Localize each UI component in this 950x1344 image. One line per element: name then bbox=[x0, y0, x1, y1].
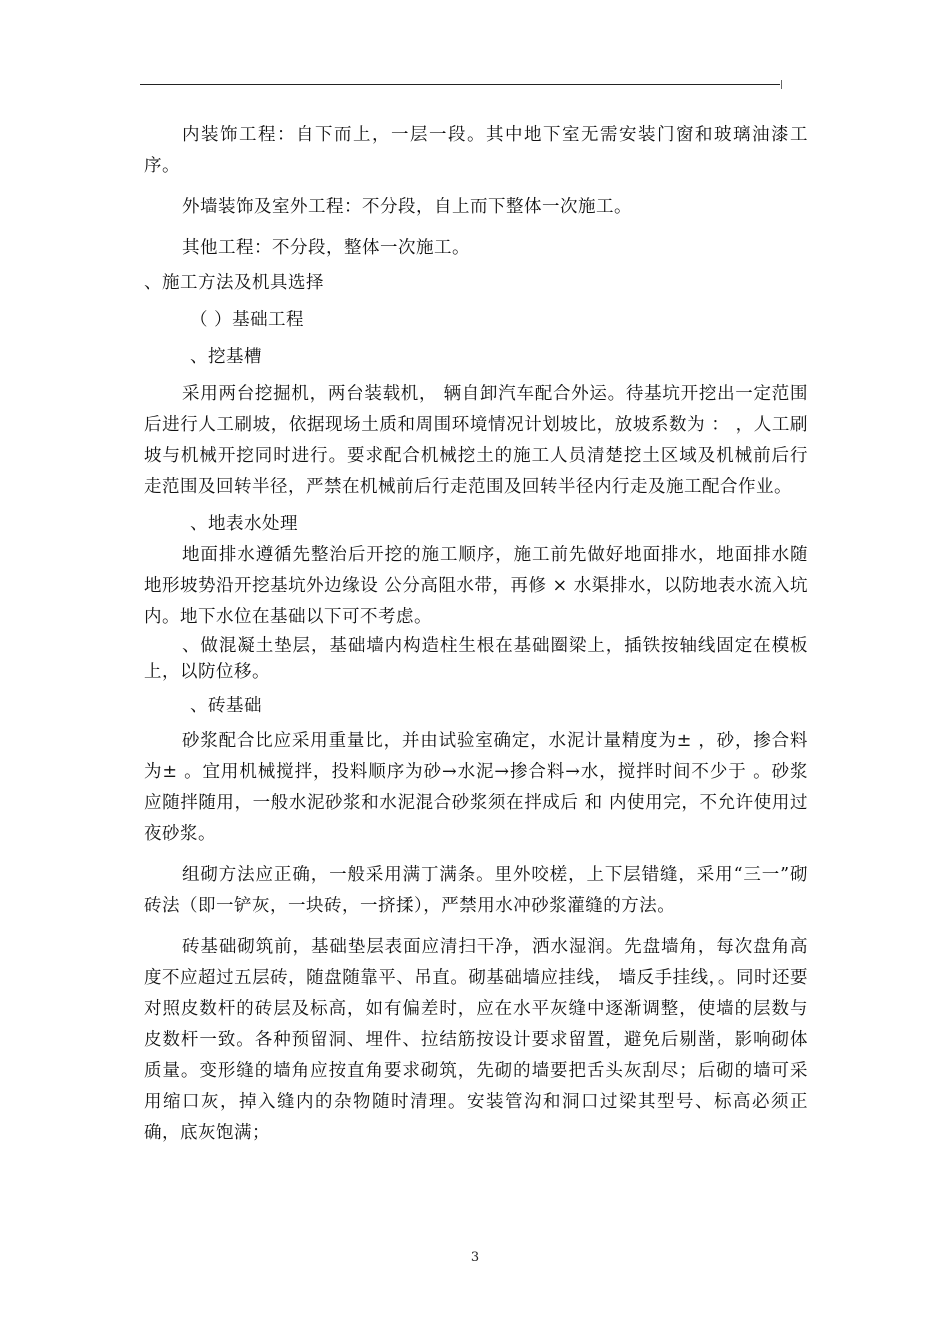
paragraph-brick-foundation-laying: 砖基础砌筑前，基础垫层表面应清扫干净，洒水湿润。先盘墙角，每次盘角高度不应超过五层砖，随盘随靠平、吊直。砌基础墙应挂线， 墙反手挂线，。同时还要对照皮数杆的砖层及标高，如有偏差时，应在水平灰缝中逐渐调整，使墙的层数与皮数杆一致。各种预留洞、埋件、拉结筋按设计要求留置，避免后剔凿，影响砌体质量。变形缝的墙角应按直角要求砌筑，先砌的墙要把舌头灰刮尽；后砌的墙可采用缩口灰，掉入缝内的杂物随时清理。安装管沟和洞口过梁其型号、标高必须正确，底灰饱满； bbox=[144, 937, 808, 1143]
paragraph-concrete-cushion: 、做混凝土垫层，基础墙内构造柱生根在基础圈梁上，插铁按轴线固定在模板上，以防位移。 bbox=[144, 636, 808, 682]
paragraph-exterior-decoration: 外墙装饰及室外工程：不分段，自上而下整体一次施工。 bbox=[182, 197, 632, 217]
paragraph-excavation: 采用两台挖掘机，两台装载机， 辆自卸汽车配合外运。待基坑开挖出一定范围后进行人工刷坡，依据现场土质和周围环境情况计划坡比，放坡系数为 ： ，人工刷坡与机械开挖同时进行。要求配合机械挖土的施工人员清楚挖土区域及机械前后行走范围及回转半径，严禁在机械前后行走范围及回转半径内行走及施工配合作业。 bbox=[144, 384, 808, 497]
paragraph-other-works: 其他工程：不分段，整体一次施工。 bbox=[182, 238, 470, 258]
header-rule-tick bbox=[781, 80, 782, 89]
page-number: 3 bbox=[470, 1250, 480, 1265]
paragraph-surface-water: 地面排水遵循先整治后开挖的施工顺序，施工前先做好地面排水，地面排水随地形坡势沿开挖基坑外边缘设 公分高阻水带，再修 × 水渠排水，以防地表水流入坑内。地下水位在基础以下可不考虑。 bbox=[144, 545, 808, 627]
heading-excavation: 、挖基槽 bbox=[190, 347, 262, 367]
heading-surface-water: 、地表水处理 bbox=[190, 514, 298, 534]
header-rule bbox=[140, 84, 780, 85]
heading-construction-methods: 、施工方法及机具选择 bbox=[144, 273, 324, 293]
paragraph-bricklaying-method: 组砌方法应正确，一般采用满丁满条。里外咬槎，上下层错缝，采用“三一”砌砖法（即一铲灰，一块砖，一挤揉），严禁用水冲砂浆灌缝的方法。 bbox=[144, 865, 808, 916]
paragraph-mortar: 砂浆配合比应采用重量比，并由试验室确定，水泥计量精度为± ，砂，掺合料为± 。宜用机械搅拌，投料顺序为砂→水泥→掺合料→水，搅拌时间不少于 。砂浆应随拌随用，一般水泥砂浆和水泥混合砂浆须在拌成后 和 内使用完，不允许使用过夜砂浆。 bbox=[144, 731, 808, 844]
paragraph-interior-decoration: 内装饰工程：自下而上，一层一段。其中地下室无需安装门窗和玻璃油漆工序。 bbox=[144, 125, 808, 176]
document-body bbox=[144, 120, 808, 1149]
heading-foundation-works: （ ）基础工程 bbox=[190, 310, 305, 330]
heading-brick-foundation: 、砖基础 bbox=[190, 696, 262, 716]
